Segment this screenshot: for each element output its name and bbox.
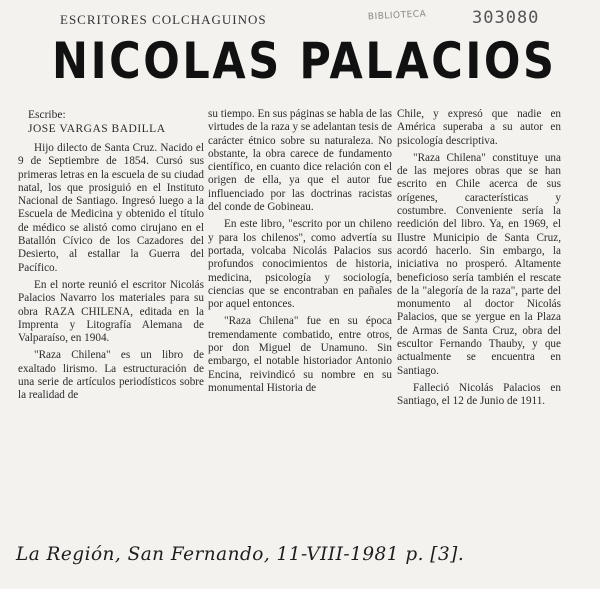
catalog-number: 303080 <box>472 8 540 28</box>
headline: NICOLAS PALACIOS <box>52 32 557 90</box>
paragraph: su tiempo. En sus páginas se habla de las virtudes de la raza y se adelantan tesis de carácter étnico sobre su naturaleza. No obstante, la obra carece de fundamento científico, en cuanto dice relación con el origen de ella, ya que el autor fue influenciado por las doctrinas racistas del conde de Gobineau. <box>208 108 392 214</box>
library-stamp: BIBLIOTECA <box>367 9 427 23</box>
paragraph: Hijo dilecto de Santa Cruz. Nacido el 9 de Septiembre de 1854. Cursó sus primeras letras en la escuela de su ciudad natal, los que prosiguió en el Instituto Nacional de Santiago. Ingresó luego a la Escuela de Medicina y obtenido el título de médico se alistó como cirujano en el Batallón Cívico de los Cazadores del Desierto, al estallar la Guerra del Pacífico. <box>18 142 204 274</box>
article-column-1 <box>18 108 204 403</box>
handwritten-source-note: La Región, San Fernando, 11-VIII-1981 p. [3]. <box>16 543 465 565</box>
paragraph: Chile, y expresó que nadie en América superaba a su autor en psicología descriptiva. <box>397 108 561 147</box>
article-column-2 <box>208 108 392 395</box>
section-label: ESCRITORES COLCHAGUINOS <box>60 12 267 27</box>
byline-author: JOSE VARGAS BADILLA <box>28 123 166 135</box>
paragraph: "Raza Chilena" constituye una de las mejores obras que se han escrito en Chile acerca de sus orígenes, características y costumbre. Conveniente sería la reedición del libro. Ya, en 1969, el Ilustre Municipio de Santa Cruz, acordó hacerlo. Sin embargo, la iniciativa no prosperó. Altamente beneficioso sería también el rescate de la "alegoría de la raza", parte del monumento al doctor Nicolás Palacios, que se yergue en la Plaza de Armas de Santa Cruz, obra del escultor Fernando Thauby, y que actualmente se encuentra en Santiago. <box>397 151 561 377</box>
paragraph: En el norte reunió el escritor Nicolás Palacios Navarro los materiales para su obra RAZA CHILENA, editada en la Imprenta y Litografía Alemana de Valparaíso, en 1904. <box>18 278 204 345</box>
paragraph: En este libro, "escrito por un chileno y para los chilenos", como advertía su portada, volcaba Nicolás Palacios sus profundos conocimientos de historia, medicina, psicología y sociología, ciencias que se encontraban en pañales por aquel entonces. <box>208 218 392 311</box>
byline <box>18 108 204 136</box>
paragraph: Falleció Nicolás Palacios en Santiago, el 12 de Junio de 1911. <box>397 381 561 408</box>
paragraph: "Raza Chilena" es un libro de exaltado lirismo. La estructuración de una serie de artículos periodísticos sobre la realidad de <box>18 349 204 402</box>
paragraph: "Raza Chilena" fue en su época tremendamente combatido, entre otros, por don Miguel de Unamuno. Sin embargo, el notable historiador Antonio Encina, reivindicó su nombre en su monumental Historia de <box>208 315 392 394</box>
byline-lead: Escribe: <box>28 109 66 121</box>
article-column-3 <box>397 108 561 409</box>
